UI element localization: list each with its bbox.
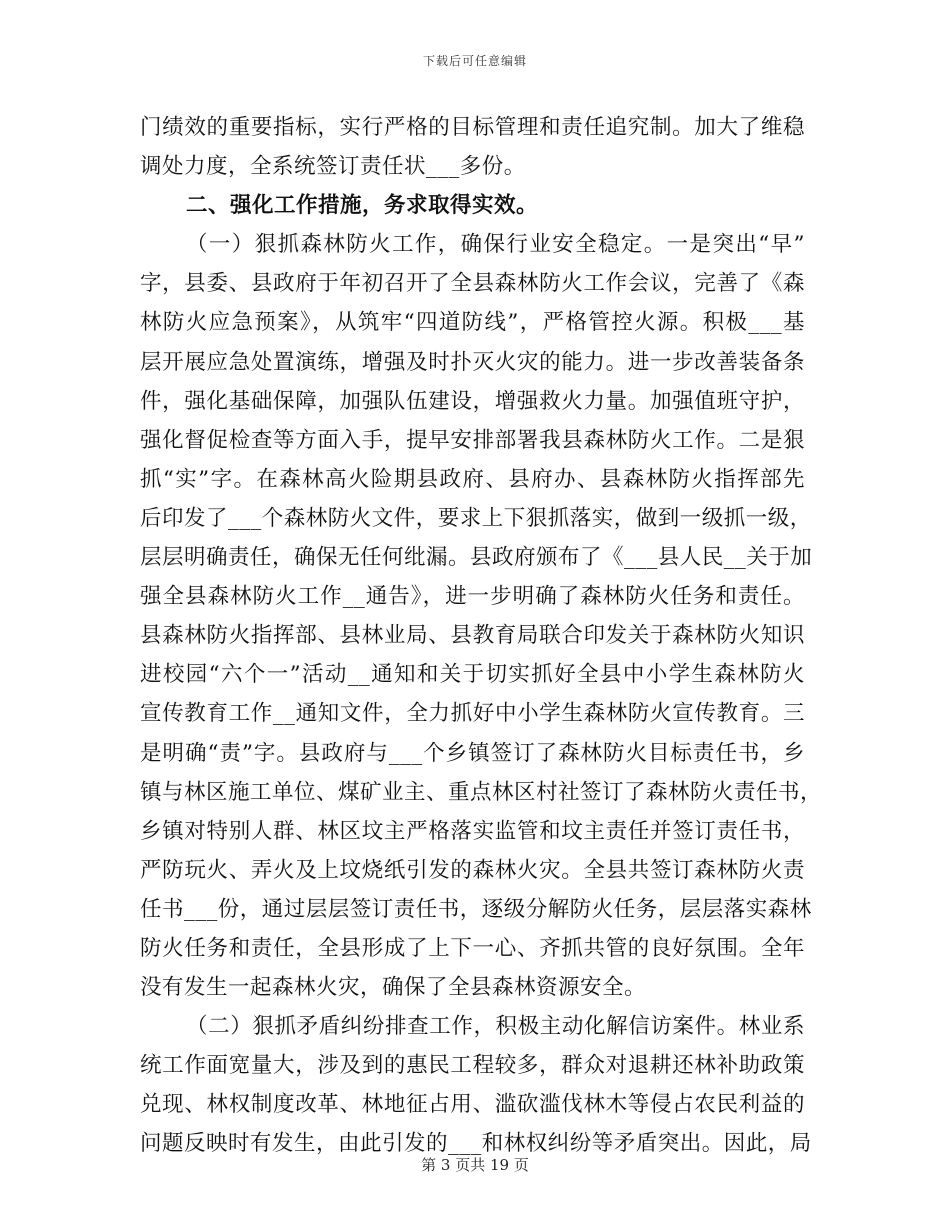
section-heading: 二、强化工作措施，务求取得实效。	[186, 193, 539, 219]
paragraph-line: 宣传教育工作__通知文件，全力抓好中小学生森林防火宣传教育。三	[140, 701, 805, 727]
paragraph-line: 层开展应急处置演练，增强及时扑灭火灾的能力。进一步改善装备条	[140, 349, 805, 375]
page-number: 第 3 页共 19 页	[421, 1156, 529, 1174]
paragraph-line: 乡镇对特别人群、林区坟主严格落实监管和坟主责任并签订责任书，	[140, 818, 805, 844]
paragraph-line: 调处力度，全系统签订责任状___多份。	[140, 154, 526, 180]
paragraph-line: 强全县森林防火工作__通告》，进一步明确了森林防火任务和责任。	[140, 584, 805, 610]
paragraph-line: 严防玩火、弄火及上坟烧纸引发的森林火灾。全县共签订森林防火责	[140, 857, 805, 883]
paragraph-line: 门绩效的重要指标，实行严格的目标管理和责任追究制。加大了维稳	[140, 115, 805, 140]
paragraph-line: 进校园“六个一”活动__通知和关于切实抓好全县中小学生森林防火	[140, 662, 805, 688]
paragraph-line: 是明确“责”字。县政府与___个乡镇签订了森林防火目标责任书，乡	[140, 740, 805, 766]
paragraph-line: 问题反映时有发生，由此引发的___和林权纠纷等矛盾突出。因此，局	[140, 1131, 812, 1157]
paragraph-line: 镇与林区施工单位、煤矿业主、重点林区村社签订了森林防火责任书，	[140, 779, 823, 805]
paragraph-line: 强化督促检查等方面入手，提早安排部署我县森林防火工作。二是狠	[140, 427, 805, 453]
paragraph-line: 县森林防火指挥部、县林业局、县教育局联合印发关于森林防火知识	[140, 623, 805, 649]
paragraph-line: 字，县委、县政府于年初召开了全县森林防火工作会议，完善了《森	[140, 271, 805, 297]
paragraph-line: 任书___份，通过层层签订责任书，逐级分解防火任务，层层落实森林	[140, 896, 812, 922]
paragraph-line: 后印发了___个森林防火文件，要求上下狠抓落实，做到一级抓一级，	[140, 505, 812, 531]
paragraph-line: 件，强化基础保障，加强队伍建设，增强救火力量。加强值班守护，	[140, 388, 805, 414]
paragraph-line: （一）狠抓森林防火工作，确保行业安全稳定。一是突出“早”	[186, 232, 805, 258]
page-header: 下载后可任意编辑	[422, 54, 527, 68]
document-body	[140, 108, 823, 1164]
paragraph-line: 层层明确责任，确保无任何纰漏。县政府颁布了《___县人民__关于加	[140, 545, 813, 571]
paragraph-line: （二）狠抓矛盾纠纷排查工作，积极主动化解信访案件。林业系	[186, 1014, 805, 1040]
paragraph-line: 没有发生一起森林火灾，确保了全县森林资源安全。	[140, 975, 647, 1001]
paragraph-line: 林防火应急预案》，从筑牢“四道防线”，严格管控火源。积极___基	[140, 310, 805, 336]
paragraph-line: 统工作面宽量大，涉及到的惠民工程较多，群众对退耕还林补助政策	[140, 1053, 805, 1079]
paragraph-line: 防火任务和责任，全县形成了上下一心、齐抓共管的良好氛围。全年	[140, 935, 805, 961]
paragraph-line: 抓“实”字。在森林高火险期县政府、县府办、县森林防火指挥部先	[140, 466, 805, 492]
paragraph-line: 兑现、林权制度改革、林地征占用、滥砍滥伐林木等侵占农民利益的	[140, 1092, 805, 1118]
